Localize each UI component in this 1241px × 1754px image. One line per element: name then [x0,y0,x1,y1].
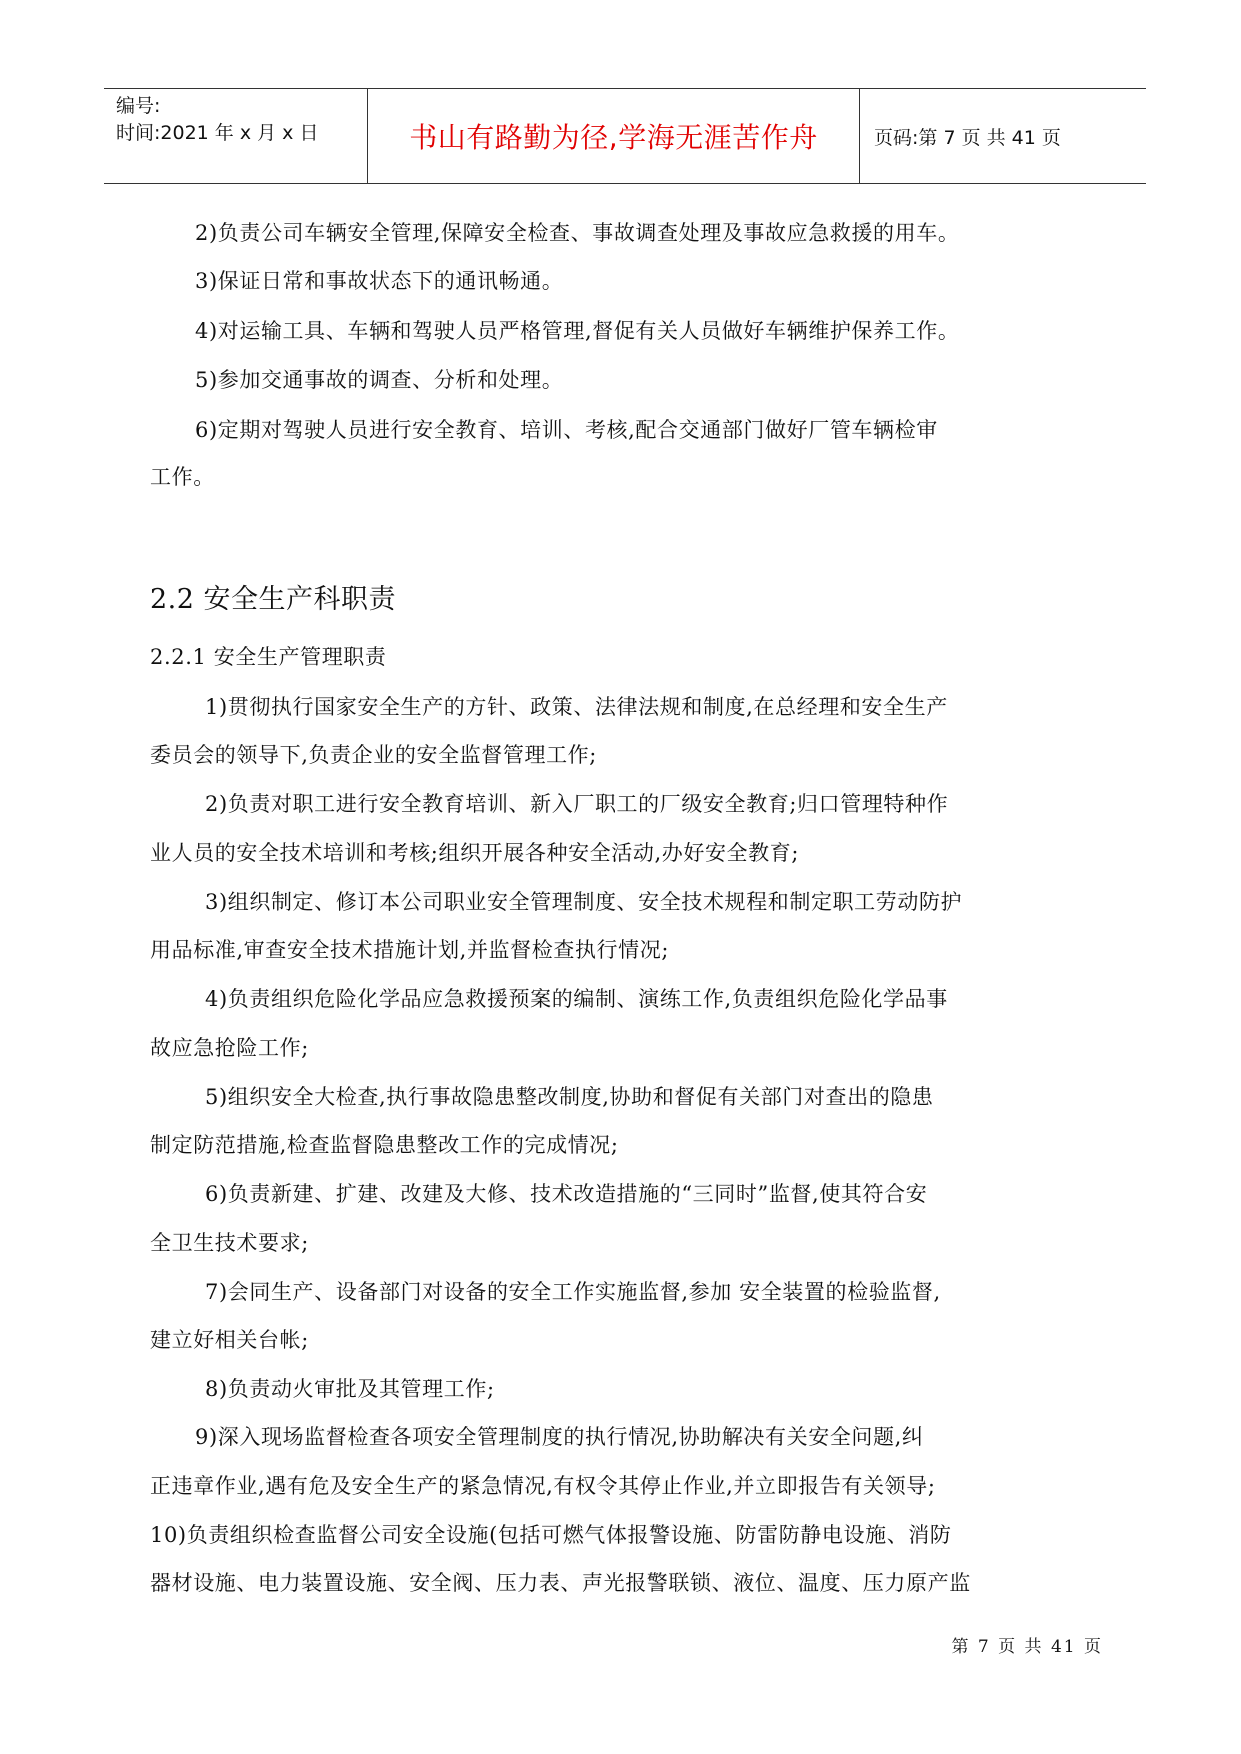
header-meta [116,93,318,147]
body-line: 建立好相关台帐; [150,1328,309,1352]
section-heading: 2.2 安全生产科职责 [150,584,397,615]
body-line: 4)负责组织危险化学品应急救援预案的编制、演练工作,负责组织危险化学品事 [205,987,948,1011]
body-line: 5)参加交通事故的调查、分析和处理。 [195,368,564,392]
body-line: 6)负责新建、扩建、改建及大修、技术改造措施的“三同时”监督,使其符合安 [205,1182,928,1206]
body-line: 7)会同生产、设备部门对设备的安全工作实施监督,参加 安全装置的检验监督, [205,1280,941,1304]
subsection-heading: 2.2.1 安全生产管理职责 [150,645,387,669]
page-header [104,88,1146,184]
body-line: 业人员的安全技术培训和考核;组织开展各种安全活动,办好安全教育; [150,841,800,865]
body-line: 正违章作业,遇有危及安全生产的紧急情况,有权令其停止作业,并立即报告有关领导; [150,1474,936,1498]
body-line: 9)深入现场监督检查各项安全管理制度的执行情况,协助解决有关安全问题,纠 [195,1425,924,1449]
body-line: 4)对运输工具、车辆和驾驶人员严格管理,督促有关人员做好车辆维护保养工作。 [195,319,960,343]
header-motto: 书山有路勤为径,学海无涯苦作舟 [409,121,818,154]
body-line: 5)组织安全大检查,执行事故隐患整改制度,协助和督促有关部门对查出的隐患 [205,1085,934,1109]
body-line: 器材设施、电力装置设施、安全阀、压力表、声光报警联锁、液位、温度、压力原产监 [150,1571,971,1595]
header-page-code: 页码:第 7 页 共 41 页 [874,126,1061,149]
body-line: 全卫生技术要求; [150,1231,309,1255]
body-line: 2)负责对职工进行安全教育培训、新入厂职工的厂级安全教育;归口管理特种作 [205,792,949,816]
body-line: 工作。 [150,465,215,489]
document-time-label: 时间:2021 年 x 月 x 日 [116,122,319,144]
body-line: 故应急抢险工作; [150,1036,309,1060]
body-line: 8)负责动火审批及其管理工作; [205,1377,495,1401]
body-line: 委员会的领导下,负责企业的安全监督管理工作; [150,743,597,767]
body-line: 制定防范措施,检查监督隐患整改工作的完成情况; [150,1133,619,1157]
body-line: 用品标准,审查安全技术措施计划,并监督检查执行情况; [150,938,670,962]
body-line: 6)定期对驾驶人员进行安全教育、培训、考核,配合交通部门做好厂管车辆检审 [195,418,938,442]
document-number-label: 编号: [116,95,161,117]
page-footer: 第 7 页 共 41 页 [951,1637,1103,1657]
body-line: 10)负责组织检查监督公司安全设施(包括可燃气体报警设施、防雷防静电设施、消防 [150,1523,952,1547]
body-line: 3)保证日常和事故状态下的通讯畅通。 [195,269,564,293]
header-divider-right [859,89,860,183]
body-line: 2)负责公司车辆安全管理,保障安全检查、事故调查处理及事故应急救援的用车。 [195,221,960,245]
body-line: 3)组织制定、修订本公司职业安全管理制度、安全技术规程和制定职工劳动防护 [205,890,963,914]
body-line: 1)贯彻执行国家安全生产的方针、政策、法律法规和制度,在总经理和安全生产 [205,695,948,719]
